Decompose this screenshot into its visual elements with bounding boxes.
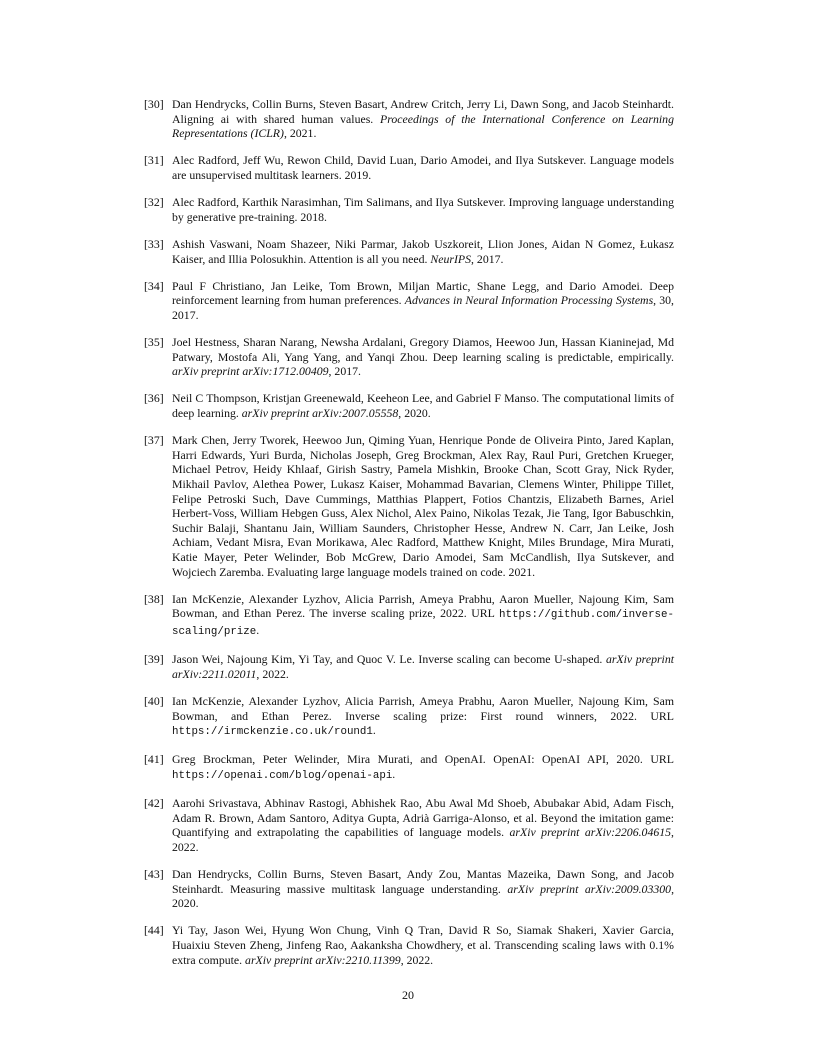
reference-venue: arXiv preprint arXiv:1712.00409 [172, 364, 329, 379]
reference-fragment: Alec Radford, Karthik Narasimhan, Tim Salimans, and Ilya Sutskever. Improving language understanding by generative pre-training. 2018. [172, 195, 674, 224]
reference-text [172, 391, 674, 420]
reference-text [172, 335, 674, 378]
reference-fragment: Ian McKenzie, Alexander Lyzhov, Alicia Parrish, Ameya Prabhu, Aaron Mueller, Najoung Kim, Sam Bowman, and Ethan Perez. The inverse scaling prize, 2022. URL [172, 591, 674, 621]
reference-number: [43] [144, 867, 164, 882]
reference-number: [42] [144, 796, 164, 811]
reference-fragment: , 2022. [172, 825, 674, 854]
reference-fragment: Aarohi Srivastava, Abhinav Rastogi, Abhishek Rao, Abu Awal Md Shoeb, Abubakar Abid, Adam Fisch, Adam R. Brown, Adam Santoro, Aditya Gupta, Adrià Garriga-Alonso, et al. Beyond the imitation game: Quantifying and extrapolating the capabilities of language models. [172, 796, 674, 840]
reference-text [172, 279, 674, 322]
reference-item [144, 694, 674, 740]
reference-venue: arXiv preprint arXiv:2206.04615 [509, 825, 672, 840]
reference-text [172, 867, 674, 910]
reference-number: [40] [144, 693, 164, 708]
reference-fragment: , 2021. [283, 126, 317, 141]
reference-text [172, 694, 674, 737]
reference-text [172, 195, 674, 224]
reference-item [144, 923, 674, 967]
reference-url-link[interactable]: https://github.com/inverse-scaling/prize [172, 609, 674, 638]
reference-text [172, 796, 674, 854]
reference-fragment: Dan Hendrycks, Collin Burns, Steven Basart, Andrew Critch, Jerry Li, Dawn Song, and Jacob Steinhardt. Aligning ai with shared human values. [172, 97, 674, 126]
reference-fragment: . [372, 723, 376, 738]
reference-fragment: , 30, 2017. [172, 293, 674, 322]
reference-venue: arXiv preprint arXiv:2210.11399 [245, 952, 401, 967]
reference-fragment: Mark Chen, Jerry Tworek, Heewoo Jun, Qiming Yuan, Henrique Ponde de Oliveira Pinto, Jared Kaplan, Harri Edwards, Yuri Burda, Nicholas Joseph, Greg Brockman, Alex Ray, Raul Puri, Gretchen Krueger, Michael Petrov, Heidy Khlaaf, Girish Sastry, Pamela Mishkin, Brooke Chan, Scott Gray, Nick Ryder, Mikhail Pavlov, Alethea Power, Lukasz Kaiser, Mohammad Bavarian, Clemens Winter, Philippe Tillet, Felipe Petroski Such, Dave Cummings, Matthias Plappert, Fotios Chantzis, Elizabeth Barnes, Ariel Herbert-Voss, William Hebgen Guss, Alex Nichol, Alex Paino, Nikolas Tezak, Jie Tang, Igor Babuschkin, Suchir Balaji, Shantanu Jain, William Saunders, Christopher Hesse, Andrew N. Carr, Jan Leike, Josh Achiam, Vedant Misra, Evan Morikawa, Alec Radford, Matthew Knight, Miles Brundage, Mira Murati, Katie Mayer, Peter Welinder, Bob McGrew, Dario Amodei, Sam McCandlish, Ilya Sutskever, and Wojciech Zaremba. Evaluating large language models trained on code. 2021. [172, 433, 674, 579]
reference-fragment: Neil C Thompson, Kristjan Greenewald, Keeheon Lee, and Gabriel F Manso. The computational limits of deep learning. [172, 391, 674, 421]
reference-item [144, 867, 674, 911]
reference-item [144, 153, 674, 182]
reference-text [172, 652, 674, 681]
reference-fragment: . [256, 622, 260, 637]
reference-number: [34] [144, 278, 164, 293]
reference-fragment: Yi Tay, Jason Wei, Hyung Won Chung, Vinh Q Tran, David R So, Siamak Shakeri, Xavier Garcia, Huaixiu Steven Zheng, Jinfeng Rao, Aakanksha Chowdhery, et al. Transcending scaling laws with 0.1% extra compute. [172, 923, 674, 967]
reference-fragment: , 2017. [471, 251, 504, 266]
reference-fragment: , 2020. [172, 881, 675, 911]
reference-url-link[interactable]: https://irmckenzie.co.uk/round1 [172, 726, 373, 739]
reference-fragment: Ashish Vaswani, Noam Shazeer, Niki Parmar, Jakob Uszkoreit, Llion Jones, Aidan N Gomez, Łukasz Kaiser, and Illia Polosukhin. Attention is all you need. [172, 236, 674, 266]
reference-fragment: Ian McKenzie, Alexander Lyzhov, Alicia Parrish, Ameya Prabhu, Aaron Mueller, Najoung Kim, Sam Bowman, and Ethan Perez. Inverse scaling prize: First round winners, 2022. URL [172, 693, 674, 723]
reference-number: [33] [144, 236, 164, 251]
reference-item [144, 796, 674, 854]
reference-item [144, 335, 674, 379]
reference-venue: NeurIPS [430, 251, 472, 266]
reference-text [172, 97, 674, 140]
reference-number: [39] [144, 652, 164, 667]
reference-fragment: Joel Hestness, Sharan Narang, Newsha Ardalani, Gregory Diamos, Heewoo Jun, Hassan Kianinejad, Md Patwary, Mostofa Ali, Yang Yang, and Yanqi Zhou. Deep learning scaling is predictable, empirically. [172, 335, 674, 364]
reference-item [144, 592, 674, 640]
reference-fragment: . [392, 766, 396, 781]
reference-number: [38] [144, 591, 164, 606]
reference-venue: Advances in Neural Information Processing Systems [404, 293, 654, 308]
reference-text [172, 752, 674, 781]
reference-venue: arXiv preprint arXiv:2009.03300 [507, 881, 672, 896]
reference-list [144, 97, 674, 980]
reference-url-link[interactable]: https://openai.com/blog/openai-api [172, 769, 393, 782]
reference-fragment: , 2020. [398, 406, 431, 421]
reference-number: [35] [144, 335, 164, 350]
reference-text [172, 433, 674, 578]
reference-text [172, 153, 674, 182]
reference-item [144, 752, 674, 783]
reference-number: [32] [144, 195, 164, 210]
reference-fragment: , 2022. [400, 952, 434, 967]
reference-number: [36] [144, 391, 164, 406]
reference-fragment: Jason Wei, Najoung Kim, Yi Tay, and Quoc V. Le. Inverse scaling can become U-shaped. [172, 652, 606, 667]
reference-venue: arXiv preprint arXiv:2007.05558 [241, 406, 399, 421]
reference-number: [37] [144, 433, 164, 448]
reference-fragment: Alec Radford, Jeff Wu, Rewon Child, David Luan, Dario Amodei, and Ilya Sutskever. Language models are unsupervised multitask learners. 2019. [172, 153, 674, 182]
reference-fragment: Dan Hendrycks, Collin Burns, Steven Basart, Andy Zou, Mantas Mazeika, Dawn Song, and Jacob Steinhardt. Measuring massive multitask language understanding. [172, 867, 674, 896]
page-number: 20 [402, 988, 414, 1002]
reference-venue: arXiv preprint arXiv:2211.02011 [172, 652, 675, 681]
reference-fragment: Greg Brockman, Peter Welinder, Mira Murati, and OpenAI. OpenAI: OpenAI API, 2020. URL [172, 752, 674, 767]
reference-item [144, 652, 674, 681]
reference-venue: Proceedings of the International Conference on Learning Representations (ICLR) [172, 111, 674, 141]
reference-number: [31] [144, 153, 164, 168]
reference-number: [44] [144, 923, 164, 938]
reference-text [172, 592, 674, 637]
reference-number: [30] [144, 97, 164, 111]
reference-fragment: , 2022. [256, 666, 289, 681]
reference-text [172, 237, 674, 266]
reference-item [144, 433, 674, 579]
reference-item [144, 279, 674, 323]
reference-number: [41] [144, 752, 164, 767]
reference-fragment: , 2017. [328, 364, 361, 379]
reference-text [172, 923, 674, 966]
reference-item [144, 195, 674, 224]
reference-item [144, 97, 674, 141]
reference-item [144, 391, 674, 420]
reference-item [144, 237, 674, 266]
reference-fragment: Paul F Christiano, Jan Leike, Tom Brown, Miljan Martic, Shane Legg, and Dario Amodei. Deep reinforcement learning from human preferences. [172, 278, 674, 308]
